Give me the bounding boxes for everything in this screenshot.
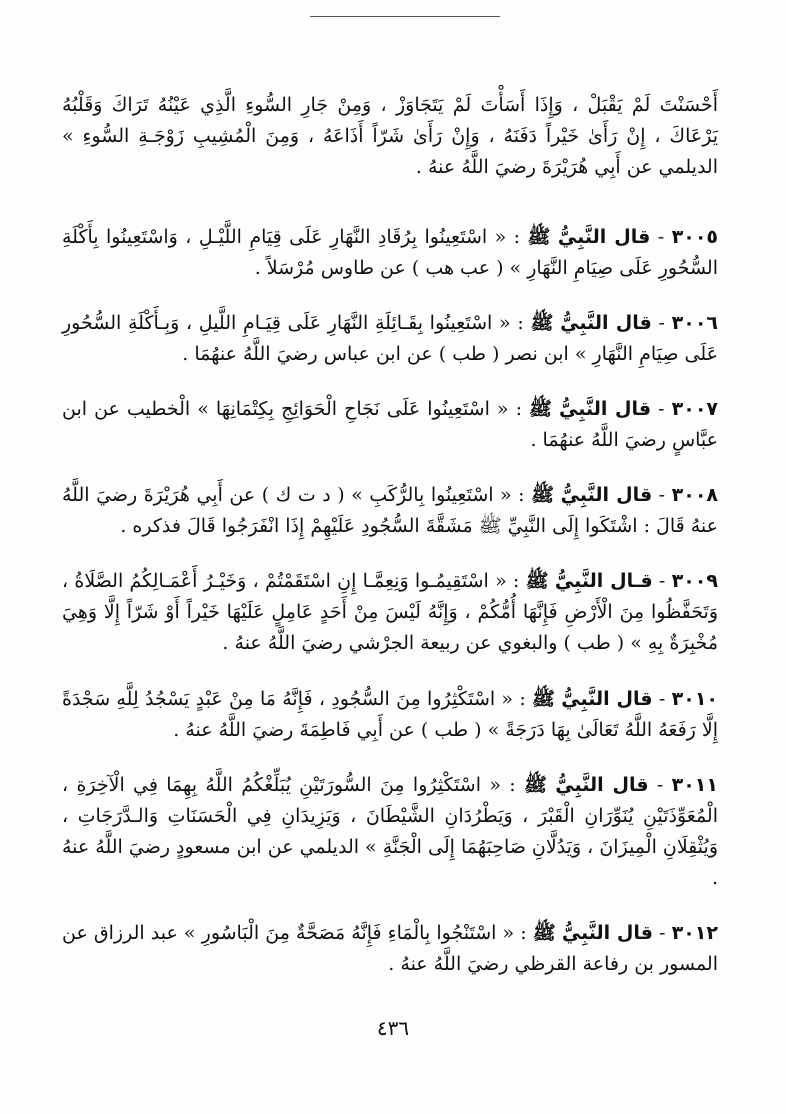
hadith-number: ٣٠٠٦ xyxy=(671,312,719,334)
hadith-lead: قال النَّبِيُّ xyxy=(560,312,652,334)
hadith-lead: قال النَّبِيُّ xyxy=(559,398,652,420)
hadith-text: : « اسْتَعِينُوا بِالرُّكَبِ » ( د ت ك ) عن أَبِي هُرَيْرَةَ رضيَ اللَّهُ عنهُ قَالَ : اشْتَكَوا إِلَى النَّبِيِّ ﷺ مَشَقَّةَ السُّجُودِ عَلَيْهِمْ إِذَا انْفَرَجُوا قَالَ فذكره . xyxy=(62,484,718,537)
hadith-lead: قال النَّبِيُّ xyxy=(561,922,653,944)
hadith-number: ٣٠٠٩ xyxy=(671,570,718,592)
top-rule xyxy=(310,16,500,17)
hadith-lead: قال النَّبِيُّ xyxy=(557,226,651,248)
hadith-text: : « اسْتَعِينُوا بِرُقَادِ النَّهَارِ عَلَى قِيَامِ اللَّيْـلِ ، وَاسْتَعِينُوا بِأَكْلَةِ السُّحُورِ عَلَى صِيَامِ النَّهَارِ » ( عب هب ) عن طاوس مُرْسَلاً . xyxy=(62,226,718,279)
hadith-lead: قـال النَّبِيُّ xyxy=(554,570,653,592)
salla-symbol: ﷺ xyxy=(532,688,555,710)
page-number: ٤٣٦ xyxy=(376,1016,410,1040)
hadith-number: ٣٠٠٧ xyxy=(671,398,719,420)
hadith-text: : « اسْتَنْجُوا بِالْمَاءِ فَإِنَّهُ مَصَحَّةٌ مِنَ الْبَاسُورِ » عبد الرزاق عن المسور بن رفاعة القرظي رضيَ اللَّهُ عنهُ . xyxy=(62,922,718,975)
hadith-number: ٣٠٠٨ xyxy=(671,484,719,506)
salla-symbol: ﷺ xyxy=(530,312,554,334)
hadith-3006: ٣٠٠٦ - قال النَّبِيُّ ﷺ : « اسْتَعِينُوا بِقَـائِلَةِ النَّهَارِ عَلَى قِيَـامِ اللَّيلِ ، وَبِـأَكْلَةِ السُّحُورِ عَلَى صِيَامِ النَّهَارِ » ابن نصر ( طب ) عن ابن عباس رضيَ اللَّهُ عنهُمَا . xyxy=(62,312,719,365)
carry-over-paragraph: أَحْسَنْتَ لَمْ يَقْبَلْ ، وَإِذَا أَسَأْتَ لَمْ يَتَجَاوَزْ ، وَمِنْ جَارِ السُّوءِ الَّذِي عَيْنُهُ تَرَاكَ وَقَلْبُهُ يَرْعَاكَ ، إِنْ رَأَىٰ خَيْراً دَفَنَهُ ، وَإِنْ رَأَىٰ شَرّاً أَذَاعَهُ ، وَمِنَ الْمُشِيبِ زَوْجَـةِ السُّوءِ » الديلمي عن أَبِي هُرَيْرَةَ رضيَ اللَّهُ عنهُ . xyxy=(62,94,718,178)
hadith-text: : « اسْتَكْثِرُوا مِنَ السُّورَتَيْنِ يُبَلِّغْكُمُ اللَّهُ بِهِمَا فِي الْآخِرَةِ ، الْمُعَوِّذَتَيْنِ يُنَوِّرَانِ الْقَبْرَ ، وَيَطْرُدَانِ الشَّيْطَانَ ، وَيَزِيدَانِ فِي الْحَسَنَاتِ وَالـدَّرَجَاتِ ، وَيُثْقِلَانِ الْمِيزَانَ ، وَيَدُلَّانِ صَاحِبَهُمَا إِلَى الْجَنَّةِ » الديلمي عن ابن مسعودٍ رضيَ اللَّهُ عنهُ . xyxy=(61,774,718,889)
salla-symbol: ﷺ xyxy=(527,226,551,248)
hadith-lead: قال النَّبِيُّ xyxy=(555,774,649,796)
hadith-text: : « اسْتَعِينُوا بِقَـائِلَةِ النَّهَارِ عَلَى قِيَـامِ اللَّيلِ ، وَبِـأَكْلَةِ السُّحُورِ عَلَى صِيَامِ النَّهَارِ » ابن نصر ( طب ) عن ابن عباس رضيَ اللَّهُ عنهُمَا . xyxy=(62,312,718,365)
hadith-3007: ٣٠٠٧ - قال النَّبِيُّ ﷺ : « اسْتَعِينُوا عَلَى نَجَاحِ الْحَوَائِجِ بِكِتْمَانِهَا » الْخطيب عن ابن عبَّاسٍ رضيَ اللَّهُ عنهُمَا . xyxy=(62,398,719,451)
hadith-text: : « اسْتَقِيمُـوا وَنِعِمَّـا إِنِ اسْتَقَمْتُمْ ، وَخَيْـرُ أَعْمَـالِكُمُ الصَّلَاةُ ، وَتَحَفَّظُوا مِنَ الْأَرْضِ فَإِنَّهَا أُمُّكُمْ ، وَإِنَّهُ لَيْسَ مِنْ أَحَدٍ عَامِلٍ عَلَيْهَا خَيْراً أَوْ شَرّاً إِلَّا وَهِيَ مُخْبِرَةٌ بِهِ » ( طب ) والبغوي عن ربيعة الجرْشي رضيَ اللَّهُ عنهُ . xyxy=(62,570,718,654)
hadith-number: ٣٠١١ xyxy=(671,774,718,796)
hadith-number: ٣٠٠٥ xyxy=(671,226,719,248)
hadith-text: : « اسْتَكْثِرُوا مِنَ السُّجُودِ ، فَإِنَّهُ مَا مِنْ عَبْدٍ يَسْجُدُ لِلَّهِ سَجْدَةً إِلَّا رَفَعَهُ اللَّهُ تَعَالَىٰ بِهَا دَرَجَةً » ( طب ) عن أَبِي فَاطِمَةَ رضيَ اللَّهُ عنهُ . xyxy=(62,688,718,741)
salla-symbol: ﷺ xyxy=(532,922,556,944)
hadith-text: : « اسْتَعِينُوا عَلَى نَجَاحِ الْحَوَائِجِ بِكِتْمَانِهَا » الْخطيب عن ابن عبَّاسٍ رضيَ اللَّهُ عنهُمَا . xyxy=(62,398,718,451)
hadith-lead: قال النَّبِيُّ xyxy=(560,484,653,506)
hadith-3010: ٣٠١٠ - قال النَّبِيُّ ﷺ : « اسْتَكْثِرُوا مِنَ السُّجُودِ ، فَإِنَّهُ مَا مِنْ عَبْدٍ يَسْجُدُ لِلَّهِ سَجْدَةً إِلَّا رَفَعَهُ اللَّهُ تَعَالَىٰ بِهَا دَرَجَةً » ( طب ) عن أَبِي فَاطِمَةَ رضيَ اللَّهُ عنهُ . xyxy=(62,688,719,741)
salla-symbol: ﷺ xyxy=(523,774,547,796)
hadith-3009: ٣٠٠٩ - قـال النَّبِيُّ ﷺ : « اسْتَقِيمُـوا وَنِعِمَّـا إِنِ اسْتَقَمْتُمْ ، وَخَيْـرُ أَعْمَـالِكُمُ الصَّلَاةُ ، وَتَحَفَّظُوا مِنَ الْأَرْضِ فَإِنَّهَا أُمُّكُمْ ، وَإِنَّهُ لَيْسَ مِنْ أَحَدٍ عَامِلٍ عَلَيْهَا خَيْراً أَوْ شَرّاً إِلَّا وَهِيَ مُخْبِرَةٌ بِهِ » ( طب ) والبغوي عن ربيعة الجرْشي رضيَ اللَّهُ عنهُ . xyxy=(62,570,718,654)
hadith-3008: ٣٠٠٨ - قال النَّبِيُّ ﷺ : « اسْتَعِينُوا بِالرُّكَبِ » ( د ت ك ) عن أَبِي هُرَيْرَةَ رضيَ اللَّهُ عنهُ قَالَ : اشْتَكَوا إِلَى النَّبِيِّ ﷺ مَشَقَّةَ السُّجُودِ عَلَيْهِمْ إِذَا انْفَرَجُوا قَالَ فذكره . xyxy=(62,484,719,537)
hadith-3012: ٣٠١٢ - قال النَّبِيُّ ﷺ : « اسْتَنْجُوا بِالْمَاءِ فَإِنَّهُ مَصَحَّةٌ مِنَ الْبَاسُورِ » عبد الرزاق عن المسور بن رفاعة القرظي رضيَ اللَّهُ عنهُ . xyxy=(62,922,718,975)
hadith-lead: قال النَّبِيُّ xyxy=(561,688,653,710)
hadith-number: ٣٠١٢ xyxy=(671,922,718,944)
salla-symbol: ﷺ xyxy=(525,570,549,592)
hadith-number: ٣٠١٠ xyxy=(671,688,719,710)
hadith-3011: ٣٠١١ - قال النَّبِيُّ ﷺ : « اسْتَكْثِرُوا مِنَ السُّورَتَيْنِ يُبَلِّغْكُمُ اللَّهُ بِهِمَا فِي الْآخِرَةِ ، الْمُعَوِّذَتَيْنِ يُنَوِّرَانِ الْقَبْرَ ، وَيَطْرُدَانِ الشَّيْطَانَ ، وَيَزِيدَانِ فِي الْحَسَنَاتِ وَالـدَّرَجَاتِ ، وَيُثْقِلَانِ الْمِيزَانَ ، وَيَدُلَّانِ صَاحِبَهُمَا إِلَى الْجَنَّةِ » الديلمي عن ابن مسعودٍ رضيَ اللَّهُ عنهُ . xyxy=(61,774,718,889)
salla-symbol: ﷺ xyxy=(529,398,552,420)
hadith-3005: ٣٠٠٥ - قال النَّبِيُّ ﷺ : « اسْتَعِينُوا بِرُقَادِ النَّهَارِ عَلَى قِيَامِ اللَّيْـلِ ، وَاسْتَعِينُوا بِأَكْلَةِ السُّحُورِ عَلَى صِيَامِ النَّهَارِ » ( عب هب ) عن طاوس مُرْسَلاً . xyxy=(62,226,719,279)
salla-symbol: ﷺ xyxy=(531,484,555,506)
